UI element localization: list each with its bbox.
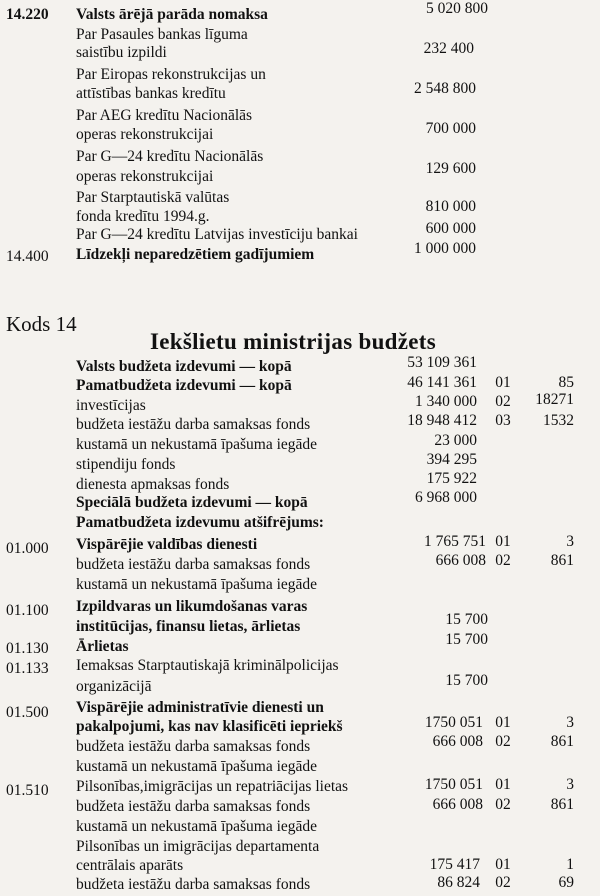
table-row-label: kustamā un nekustamā īpašuma iegāde	[76, 576, 318, 593]
table-row-col1: 02	[495, 874, 511, 891]
table-row-amount: 86 824	[437, 874, 480, 891]
table-row-amount: 666 008	[435, 552, 486, 569]
row-label-cont: fonda kredītu 1994.g.	[76, 208, 210, 225]
table-row-label: Iemaksas Starptautiskajā kriminālpolicijas	[76, 657, 339, 674]
row-amount: 810 000	[425, 198, 476, 215]
table-row-amount: 175 417	[429, 856, 480, 873]
table-row-label: budžeta iestāžu darba samaksas fonds	[76, 876, 311, 893]
table-row-col1: 02	[495, 796, 511, 813]
row-amount: 5 020 800	[426, 0, 488, 17]
table-row-label: kustamā un nekustamā īpašuma iegāde	[76, 436, 318, 453]
table-row-col1: 01	[495, 856, 511, 873]
table-row-col2: 85	[558, 374, 574, 391]
table-row-amount: 394 295	[426, 451, 477, 468]
table-row-label: stipendiju fonds	[76, 456, 176, 473]
table-row-col1: 01	[495, 374, 511, 391]
row-amount: 1 000 000	[414, 240, 476, 257]
table-row-label: Pilsonības un imigrācijas departamenta	[76, 838, 320, 855]
table-row-col2: 861	[550, 552, 574, 569]
table-row-amount: 15 700	[445, 672, 488, 689]
table-row-code: 01.500	[6, 704, 49, 721]
table-row-label: institūcijas, finansu lietas, ārlietas	[76, 618, 301, 635]
row-label: Valsts ārējā parāda nomaksa	[76, 6, 268, 23]
table-row-amount: 53 109 361	[407, 354, 477, 371]
row-code: 14.220	[6, 6, 49, 23]
row-amount: 700 000	[425, 120, 476, 137]
table-row-amount: 666 008	[432, 733, 483, 750]
table-row-amount: 175 922	[426, 470, 477, 487]
table-row-label: budžeta iestāžu darba samaksas fonds	[76, 798, 311, 815]
row-code: 14.400	[6, 248, 49, 265]
page-title: Iekšlietu ministrijas budžets	[150, 329, 436, 354]
table-row-code: 01.000	[6, 540, 49, 557]
table-row-col2: 3	[566, 714, 574, 731]
table-row-label: dienesta apmaksas fonds	[76, 476, 230, 493]
table-row-col1: 02	[495, 393, 511, 410]
row-label-cont: saistību izpildi	[76, 44, 167, 61]
table-row-label: Valsts budžeta izdevumi — kopā	[76, 358, 292, 375]
table-row-label: Pamatbudžeta izdevumu atšifrējums:	[76, 514, 324, 531]
table-row-label: budžeta iestāžu darba samaksas fonds	[76, 556, 311, 573]
table-row-label: pakalpojumi, kas nav klasificēti iepriekš	[76, 718, 343, 735]
table-row-label: investīcijas	[76, 397, 146, 414]
row-label-cont: attīstības bankas kredītu	[76, 85, 226, 102]
table-row-col1: 01	[495, 714, 511, 731]
row-label: Līdzekļi neparedzētiem gadījumiem	[76, 246, 315, 263]
table-row-amount: 15 700	[445, 631, 488, 648]
table-row-label: Vispārējie valdības dienesti	[76, 536, 258, 553]
table-row-code: 01.510	[6, 782, 49, 799]
table-row-col2: 1532	[543, 412, 574, 429]
row-label: Par AEG kredītu Nacionālās	[76, 107, 253, 124]
table-row-col1: 01	[495, 533, 511, 550]
table-row-label: Vispārējie administratīvie dienesti un	[76, 699, 324, 716]
table-row-col1: 01	[495, 776, 511, 793]
table-row-amount: 666 008	[432, 796, 483, 813]
row-label: Par Starptautiskā valūtas	[76, 189, 230, 206]
row-label: Par Pasaules bankas līguma	[76, 26, 248, 43]
table-row-amount: 1750 051	[424, 714, 483, 731]
table-row-code: 01.100	[6, 602, 49, 619]
table-row-col1: 03	[495, 412, 511, 429]
table-row-label: kustamā un nekustamā īpašuma iegāde	[76, 818, 318, 835]
row-amount: 232 400	[423, 40, 474, 57]
table-row-col2: 1	[566, 856, 574, 873]
table-row-amount: 1750 051	[424, 776, 483, 793]
table-row-label: Ārlietas	[76, 638, 129, 655]
row-label: Par G—24 kredītu Nacionālās	[76, 148, 264, 165]
table-row-amount: 23 000	[434, 432, 477, 449]
table-row-col2: 18271	[535, 391, 574, 408]
table-row-code: 01.130	[6, 640, 49, 657]
table-row-label: centrālais aparāts	[76, 857, 184, 874]
row-label-cont: operas rekonstrukcijai	[76, 126, 214, 143]
table-row-amount: 6 968 000	[415, 489, 477, 506]
table-row-col1: 02	[495, 552, 511, 569]
section-code-heading: Kods 14	[6, 312, 77, 336]
table-row-label: Pamatbudžeta izdevumi — kopā	[76, 377, 292, 394]
table-row-amount: 18 948 412	[407, 412, 477, 429]
row-label: Par G—24 kredītu Latvijas investīciju bankai	[76, 226, 358, 243]
table-row-label: budžeta iestāžu darba samaksas fonds	[76, 738, 311, 755]
row-amount: 129 600	[425, 160, 476, 177]
table-row-label: budžeta iestāžu darba samaksas fonds	[76, 416, 311, 433]
table-row-col2: 3	[566, 776, 574, 793]
row-label-cont: operas rekonstrukcijai	[76, 168, 214, 185]
table-row-code: 01.133	[6, 660, 49, 677]
table-row-amount: 1 765 751	[424, 533, 486, 550]
table-row-label: Speciālā budžeta izdevumi — kopā	[76, 494, 308, 511]
table-row-label: Izpildvaras un likumdošanas varas	[76, 598, 308, 615]
row-amount: 2 548 800	[414, 80, 476, 97]
table-row-amount: 1 340 000	[415, 393, 477, 410]
table-row-label: organizācijā	[76, 678, 152, 695]
table-row-label: Pilsonības,imigrācijas un repatriācijas lietas	[76, 778, 349, 795]
table-row-col2: 861	[550, 796, 574, 813]
row-amount: 600 000	[425, 220, 476, 237]
table-row-col2: 3	[566, 533, 574, 550]
row-label: Par Eiropas rekonstrukcijas un	[76, 66, 266, 83]
table-row-label: kustamā un nekustamā īpašuma iegāde	[76, 758, 318, 775]
table-row-col2: 69	[558, 874, 574, 891]
table-row-amount: 46 141 361	[407, 374, 477, 391]
table-row-col1: 02	[495, 733, 511, 750]
table-row-col2: 861	[550, 733, 574, 750]
table-row-amount: 15 700	[445, 611, 488, 628]
